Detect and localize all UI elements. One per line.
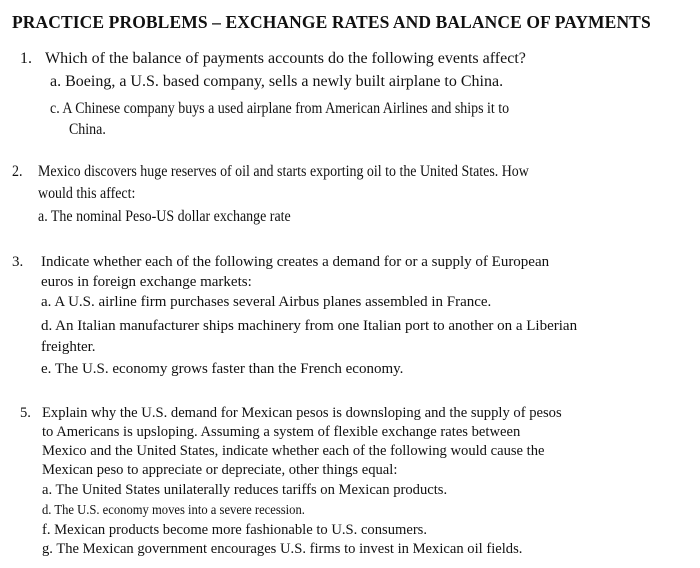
- problem-3-item-d-continuation: freighter.: [41, 339, 96, 355]
- problem-5-item-f: f. Mexican products become more fashionable to U.S. consumers.: [42, 522, 428, 538]
- problem-1-item-a: a. Boeing, a U.S. based company, sells a newly built airplane to China.: [50, 73, 504, 90]
- problem-3-item-e: e. The U.S. economy grows faster than the French economy.: [41, 361, 404, 377]
- problem-5-item-a: a. The United States unilaterally reduces tariffs on Mexican products.: [42, 482, 448, 498]
- problem-3-item-d: d. An Italian manufacturer ships machinery from one Italian port to another on a Liberian: [41, 318, 578, 334]
- problem-2-question-line-1: Mexico discovers huge reserves of oil and starts exporting oil to the United States. How: [38, 163, 529, 180]
- problem-5-item-d: d. The U.S. economy moves into a severe recession.: [42, 503, 305, 518]
- problem-2-question-line-2: would this affect:: [38, 185, 136, 202]
- problem-1-item-c-continuation: China.: [69, 121, 106, 138]
- page-title: PRACTICE PROBLEMS – EXCHANGE RATES AND BALANCE OF PAYMENTS: [12, 12, 651, 32]
- problem-2-item-a: a. The nominal Peso-US dollar exchange rate: [38, 208, 291, 225]
- problem-3-question-line-1: Indicate whether each of the following creates a demand for or a supply of European: [41, 254, 550, 270]
- problem-1-item-c: c. A Chinese company buys a used airplane from American Airlines and ships it to: [50, 100, 510, 117]
- problem-5-item-g: g. The Mexican government encourages U.S. firms to invest in Mexican oil fields.: [42, 541, 523, 557]
- problem-3-question-line-2: euros in foreign exchange markets:: [41, 274, 252, 290]
- problem-2-number: 2.: [12, 163, 23, 180]
- problem-5-question-line-3: Mexico and the United States, indicate whether each of the following would cause the: [42, 443, 545, 459]
- problem-5-question-line-4: Mexican peso to appreciate or depreciate, other things equal:: [42, 462, 398, 478]
- problem-3-number: 3.: [12, 254, 24, 270]
- problem-3-item-a: a. A U.S. airline firm purchases several Airbus planes assembled in France.: [41, 294, 492, 310]
- problem-5-number: 5.: [20, 405, 31, 421]
- problem-5-question-line-1: Explain why the U.S. demand for Mexican pesos is downsloping and the supply of pesos: [42, 405, 562, 421]
- problem-1-question: Which of the balance of payments accounts do the following events affect?: [45, 50, 526, 67]
- problem-1-number: 1.: [20, 50, 32, 67]
- problem-5-question-line-2: to Americans is upsloping. Assuming a system of flexible exchange rates between: [42, 424, 521, 440]
